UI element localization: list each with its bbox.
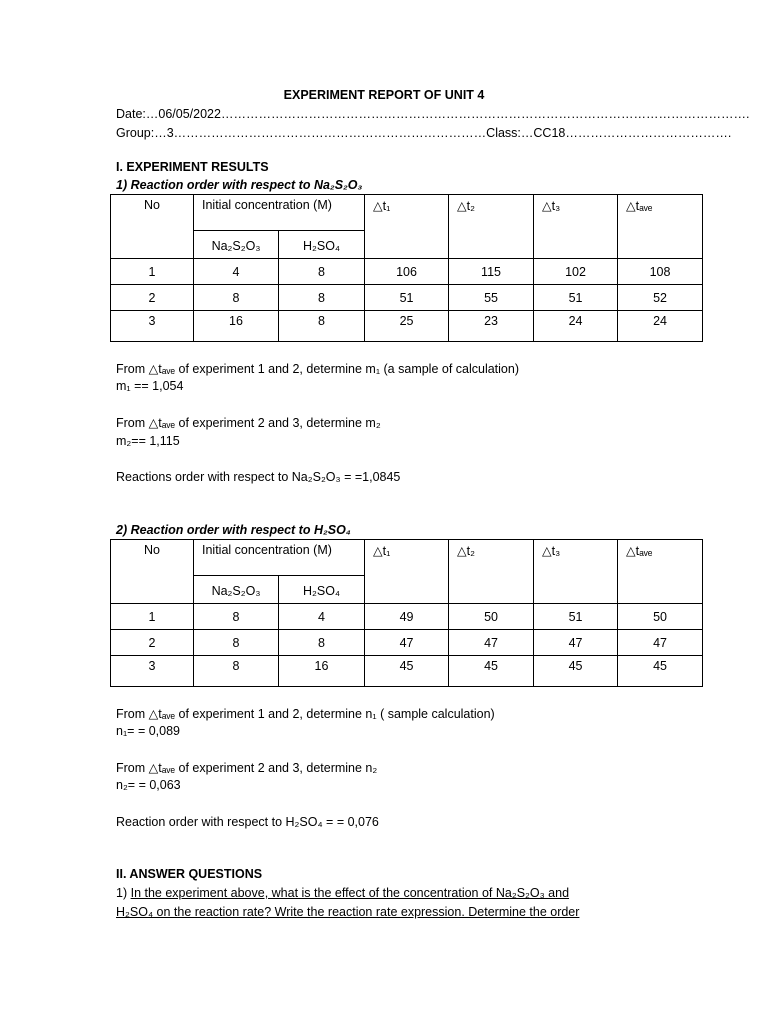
part2-n2: n₂= = 0,063 bbox=[116, 778, 181, 792]
cell-no: 1 bbox=[111, 259, 194, 285]
cell-t2: 47 bbox=[449, 630, 534, 656]
cell-h: 8 bbox=[279, 630, 365, 656]
cell-t3: 45 bbox=[534, 656, 618, 687]
cell-t3: 102 bbox=[534, 259, 618, 285]
header-initial-concentration: Initial concentration (M) bbox=[194, 540, 365, 576]
part1-title: 1) Reaction order with respect to Na₂S₂O₃ bbox=[116, 178, 363, 192]
header-na2s2o3: Na₂S₂O₃ bbox=[194, 576, 279, 604]
header-no: No bbox=[111, 540, 194, 604]
table-row bbox=[111, 630, 703, 656]
cell-t2: 50 bbox=[449, 604, 534, 630]
header-delta-tave: △tₐᵥₑ bbox=[618, 195, 703, 259]
cell-na: 4 bbox=[194, 259, 279, 285]
cell-t3: 51 bbox=[534, 285, 618, 311]
cell-tave: 50 bbox=[618, 604, 703, 630]
part1-order: Reactions order with respect to Na₂S₂O₃ = =1,0845 bbox=[116, 470, 401, 484]
cell-tave: 24 bbox=[618, 311, 703, 342]
cell-t3: 47 bbox=[534, 630, 618, 656]
table-row bbox=[111, 656, 703, 687]
cell-na: 8 bbox=[194, 285, 279, 311]
question-1-text-1: In the experiment above, what is the effect of the concentration of Na₂S₂O₃ and bbox=[130, 886, 570, 900]
cell-t1: 45 bbox=[365, 656, 449, 687]
cell-t2: 55 bbox=[449, 285, 534, 311]
cell-t3: 51 bbox=[534, 604, 618, 630]
header-initial-concentration: Initial concentration (M) bbox=[194, 195, 365, 231]
header-no: No bbox=[111, 195, 194, 259]
table-row bbox=[111, 604, 703, 630]
part2-title: 2) Reaction order with respect to H₂SO₄ bbox=[116, 523, 351, 537]
report-title: EXPERIMENT REPORT OF UNIT 4 bbox=[283, 88, 485, 102]
cell-t2: 115 bbox=[449, 259, 534, 285]
cell-no: 3 bbox=[111, 656, 194, 687]
cell-h: 8 bbox=[279, 259, 365, 285]
cell-na: 8 bbox=[194, 656, 279, 687]
part1-m1: m₁ == 1,054 bbox=[116, 379, 184, 393]
cell-no: 3 bbox=[111, 311, 194, 342]
cell-t1: 25 bbox=[365, 311, 449, 342]
cell-h: 8 bbox=[279, 311, 365, 342]
header-delta-tave: △tₐᵥₑ bbox=[618, 540, 703, 604]
cell-na: 8 bbox=[194, 630, 279, 656]
cell-na: 8 bbox=[194, 604, 279, 630]
cell-tave: 52 bbox=[618, 285, 703, 311]
section-experiment-results: I. EXPERIMENT RESULTS bbox=[116, 160, 269, 174]
results-table-2 bbox=[110, 539, 703, 687]
date-line: Date:…06/05/2022………………………………………………………………………………………………………………. bbox=[116, 107, 750, 121]
cell-t1: 106 bbox=[365, 259, 449, 285]
part2-from-2-3: From △tₐᵥₑ of experiment 2 and 3, determine n₂ bbox=[116, 761, 378, 775]
question-1-line-2: H₂SO₄ on the reaction rate? Write the reaction rate expression. Determine the order bbox=[116, 905, 580, 919]
cell-tave: 45 bbox=[618, 656, 703, 687]
results-table-1 bbox=[110, 194, 703, 342]
cell-h: 8 bbox=[279, 285, 365, 311]
question-1-number: 1) bbox=[116, 886, 131, 900]
header-delta-t3: △t₃ bbox=[534, 195, 618, 259]
question-1-line-1 bbox=[116, 886, 569, 900]
header-delta-t2: △t₂ bbox=[449, 195, 534, 259]
part1-m2: m₂== 1,115 bbox=[116, 434, 180, 448]
table-row bbox=[111, 259, 703, 285]
part2-n1: n₁= = 0,089 bbox=[116, 724, 180, 738]
cell-h: 4 bbox=[279, 604, 365, 630]
cell-tave: 47 bbox=[618, 630, 703, 656]
header-delta-t2: △t₂ bbox=[449, 540, 534, 604]
section-answer-questions: II. ANSWER QUESTIONS bbox=[116, 867, 263, 881]
cell-t1: 49 bbox=[365, 604, 449, 630]
cell-na: 16 bbox=[194, 311, 279, 342]
cell-h: 16 bbox=[279, 656, 365, 687]
cell-t1: 51 bbox=[365, 285, 449, 311]
cell-t1: 47 bbox=[365, 630, 449, 656]
header-delta-t3: △t₃ bbox=[534, 540, 618, 604]
cell-t2: 23 bbox=[449, 311, 534, 342]
part1-from-2-3: From △tₐᵥₑ of experiment 2 and 3, determine m₂ bbox=[116, 416, 381, 430]
cell-no: 2 bbox=[111, 630, 194, 656]
header-delta-t1: △t₁ bbox=[365, 540, 449, 604]
cell-t2: 45 bbox=[449, 656, 534, 687]
header-delta-t1: △t₁ bbox=[365, 195, 449, 259]
cell-tave: 108 bbox=[618, 259, 703, 285]
table-row bbox=[111, 311, 703, 342]
part2-order: Reaction order with respect to H₂SO₄ = = 0,076 bbox=[116, 815, 379, 829]
header-h2so4: H₂SO₄ bbox=[279, 576, 365, 604]
header-h2so4: H₂SO₄ bbox=[279, 231, 365, 259]
cell-no: 1 bbox=[111, 604, 194, 630]
part2-from-1-2: From △tₐᵥₑ of experiment 1 and 2, determine n₁ ( sample calculation) bbox=[116, 707, 495, 721]
cell-t3: 24 bbox=[534, 311, 618, 342]
cell-no: 2 bbox=[111, 285, 194, 311]
header-na2s2o3: Na₂S₂O₃ bbox=[194, 231, 279, 259]
part1-from-1-2: From △tₐᵥₑ of experiment 1 and 2, determine m₁ (a sample of calculation) bbox=[116, 362, 520, 376]
table-row bbox=[111, 285, 703, 311]
group-line: Group:…3…………………………………………………………………Class:…CC18…………………………………. bbox=[116, 126, 732, 140]
